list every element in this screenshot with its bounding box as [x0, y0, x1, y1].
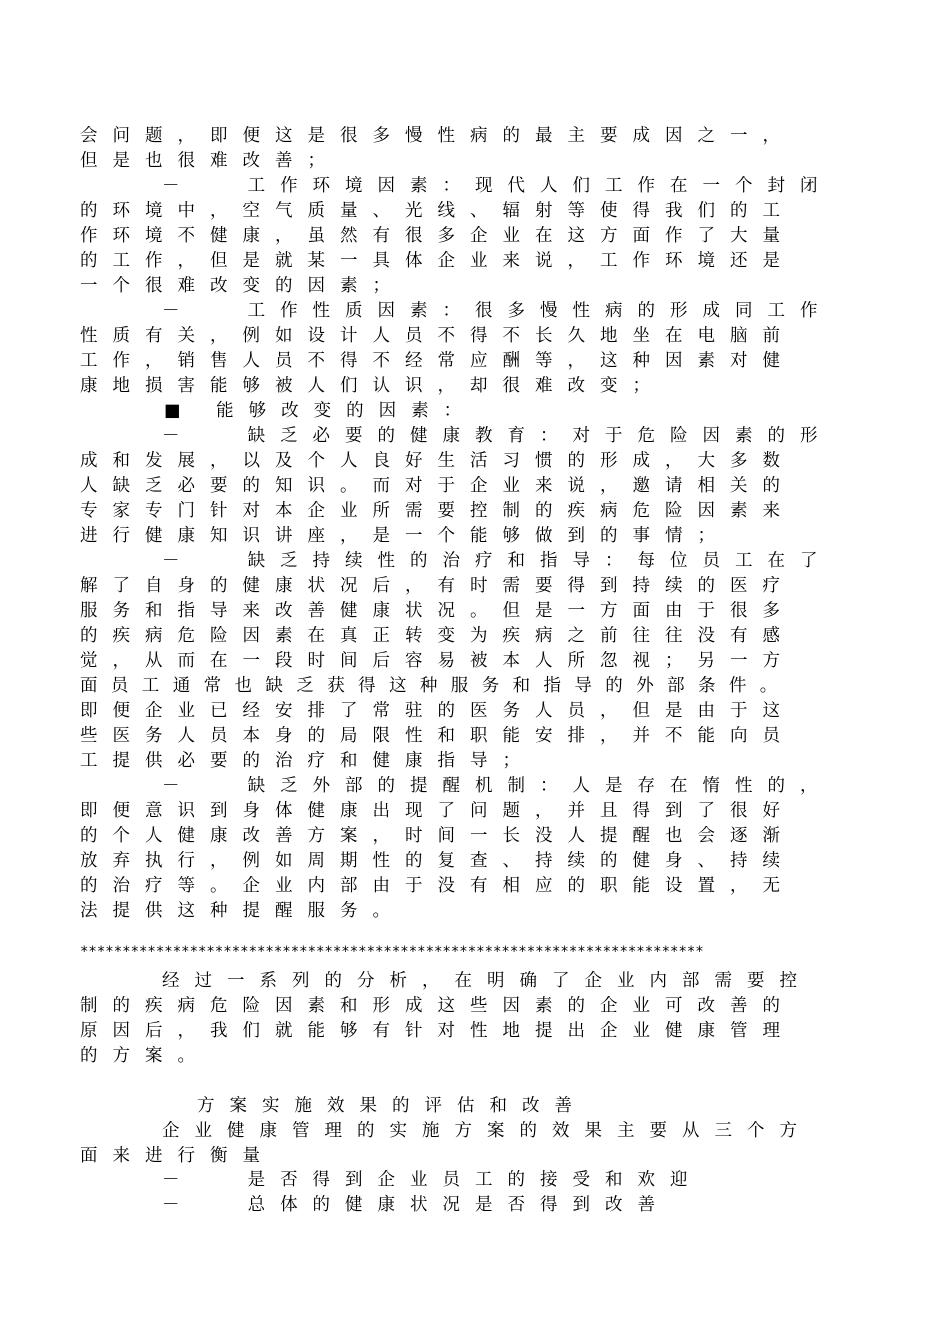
text-line: 会问题，即便这是很多慢性病的最主要成因之一，	[80, 126, 795, 146]
text-line: 的治疗等。企业内部由于没有相应的职能设置，无	[80, 876, 795, 896]
text-line: 放弃执行，例如周期性的复查、持续的健身、持续	[80, 851, 795, 871]
text-line: 人缺乏必要的知识。而对于企业来说，邀请相关的	[80, 476, 795, 496]
text-line: 法提供这种提醒服务。	[80, 901, 405, 921]
text-line: 进行健康知识讲座，是一个能够做到的事情；	[80, 526, 730, 546]
text-line: 原因后，我们就能够有针对性地提出企业健康管理	[80, 1021, 795, 1041]
bullet-line: － 工作性质因素：很多慢性病的形成同工作	[162, 301, 833, 321]
text-line: 面员工通常也缺乏获得这种服务和指导的外部条件。	[80, 676, 791, 696]
text-line: 工作，销售人员不得不经常应酬等，这种因素对健	[80, 351, 795, 371]
text-line: 企业健康管理的实施方案的效果主要从三个方	[162, 1121, 812, 1141]
text-line: 专家专门针对本企业所需要控制的疾病危险因素来	[80, 501, 795, 521]
text-line: 的个人健康改善方案，时间一长没人提醒也会逐渐	[80, 826, 795, 846]
text-line: 即便企业已经安排了常驻的医务人员，但是由于这	[80, 701, 795, 721]
bullet-line: － 缺乏外部的提醒机制：人是存在惰性的，	[162, 776, 833, 796]
text-line: 面来进行衡量	[80, 1146, 275, 1166]
bullet-line: － 缺乏必要的健康教育：对于危险因素的形	[162, 426, 833, 446]
text-line: 的方案。	[80, 1046, 210, 1066]
text-line: 即便意识到身体健康出现了问题，并且得到了很好	[80, 801, 795, 821]
text-line: 服务和指导来改善健康状况。但是一方面由于很多	[80, 601, 795, 621]
text-line: 作环境不健康，虽然有很多企业在这方面作了大量	[80, 226, 795, 246]
text-line: 一个很难改变的因素；	[80, 276, 405, 296]
text-line: 的疾病危险因素在真正转变为疾病之前往往没有感	[80, 626, 795, 646]
text-line: 工提供必要的治疗和健康指导；	[80, 751, 535, 771]
text-line: 但是也很难改善；	[80, 151, 340, 171]
text-line: 觉，从而在一段时间后容易被本人所忽视；另一方	[80, 651, 795, 671]
text-line: 成和发展，以及个人良好生活习惯的形成，大多数	[80, 451, 795, 471]
text-line: 解了自身的健康状况后，有时需要得到持续的医疗	[80, 576, 795, 596]
section-heading: ■ 能够改变的因素：	[164, 401, 477, 421]
bullet-line: － 是否得到企业员工的接受和欢迎	[162, 1170, 703, 1190]
section-title: 方案实施效果的评估和改善	[197, 1096, 587, 1116]
text-line: 的环境中，空气质量、光线、辐射等使得我们的工	[80, 201, 795, 221]
text-line: 康地损害能够被人们认识，却很难改变；	[80, 376, 665, 396]
text-line: 制的疾病危险因素和形成这些因素的企业可改善的	[80, 996, 795, 1016]
bullet-line: － 总体的健康状况是否得到改善	[162, 1195, 671, 1215]
bullet-line: － 缺乏持续性的治疗和指导：每位员工在了	[162, 551, 833, 571]
bullet-line: － 工作环境因素：现代人们工作在一个封闭	[162, 176, 833, 196]
separator-line: **************************************************************************	[80, 944, 704, 960]
text-line: 性质有关，例如设计人员不得不长久地坐在电脑前	[80, 326, 795, 346]
text-line: 的工作，但是就某一具体企业来说，工作环境还是	[80, 251, 795, 271]
text-line: 些医务人员本身的局限性和职能安排，并不能向员	[80, 726, 795, 746]
text-line: 经过一系列的分析，在明确了企业内部需要控	[162, 971, 812, 991]
